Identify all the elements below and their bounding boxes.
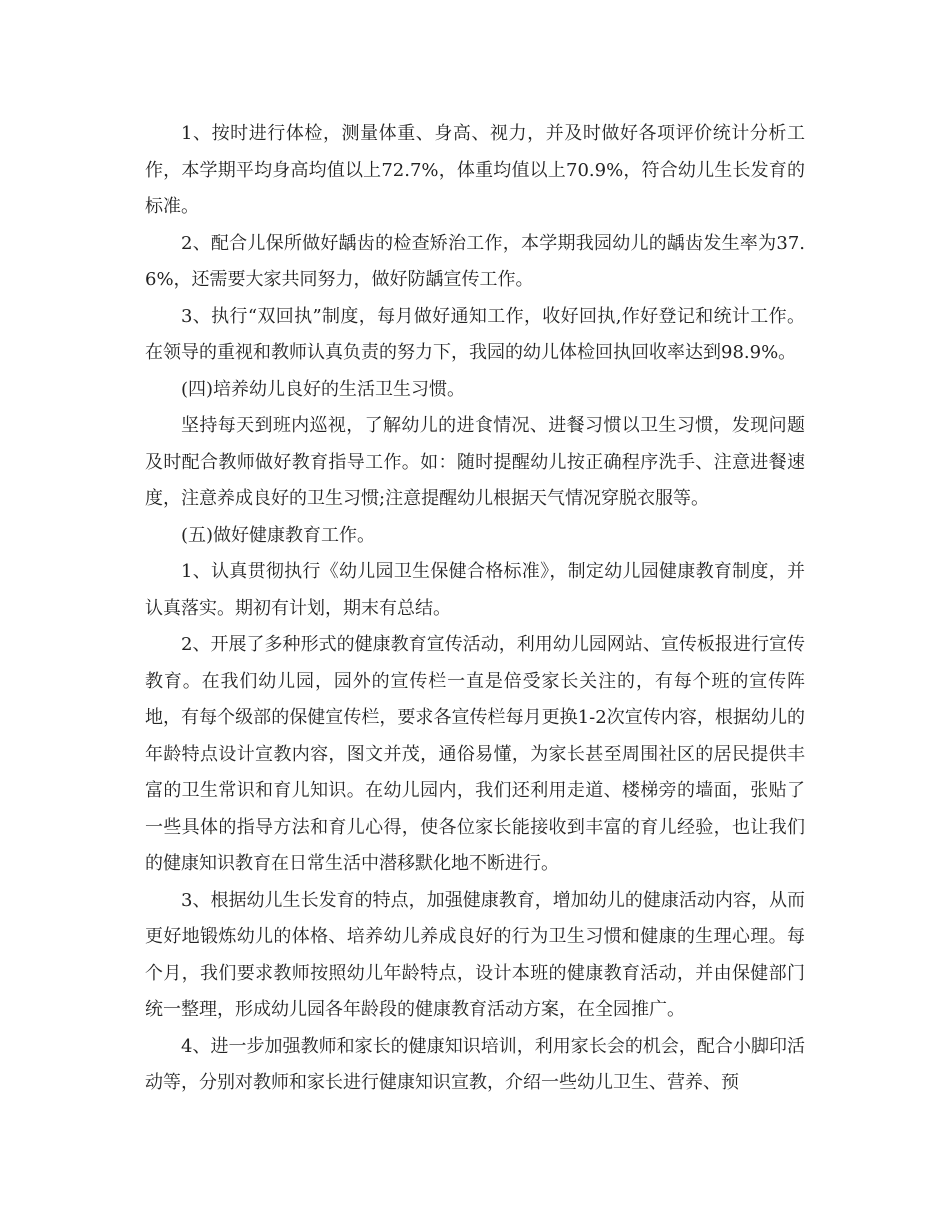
paragraph-double-receipt: 3、执行“双回执”制度，每月做好通知工作，收好回执,作好登记和统计工作。在领导的重视和教师认真负责的努力下，我园的幼儿体检回执回收率达到98.9%。 xyxy=(145,305,805,363)
paragraph-daily-inspection: 坚持每天到班内巡视，了解幼儿的进食情况、进餐习惯以卫生习惯，发现问题及时配合教师做好教育指导工作。如：随时提醒幼儿按正确程序洗手、注意进餐速度，注意养成良好的卫生习惯;注意提醒幼儿根据天气情况穿脱衣服等。 xyxy=(145,415,805,509)
paragraph-publicity: 2、开展了多种形式的健康教育宣传活动，利用幼儿园网站、宣传板报进行宣传教育。在我们幼儿园，园外的宣传栏一直是倍受家长关注的，有每个班的宣传阵地，有每个级部的保健宣传栏，要求各宣传栏每月更换1-2次宣传内容，根据幼儿的年龄特点设计宣教内容，图文并茂，通俗易懂，为家长甚至周围社区的居民提供丰富的卫生常识和育儿知识。在幼儿园内，我们还利用走道、楼梯旁的墙面，张贴了一些具体的指导方法和育儿心得，使各位家长能接收到丰富的育儿经验，也让我们的健康知识教育在日常生活中潜移默化地不断进行。 xyxy=(145,634,805,874)
document-body xyxy=(145,116,805,1102)
paragraph-health-activities: 3、根据幼儿生长发育的特点，加强健康教育，增加幼儿的健康活动内容，从而更好地锻炼幼儿的体格、培养幼儿养成良好的行为卫生习惯和健康的生理心理。每个月，我们要求教师按照幼儿年龄特点，设计本班的健康教育活动，并由保健部门统一整理，形成幼儿园各年龄段的健康教育活动方案，在全园推广。 xyxy=(145,889,805,1020)
paragraph-standards: 1、认真贯彻执行《幼儿园卫生保健合格标准》，制定幼儿园健康教育制度，并认真落实。期初有计划，期末有总结。 xyxy=(145,561,805,619)
paragraph-training: 4、进一步加强教师和家长的健康知识培训，利用家长会的机会，配合小脚印活动等，分别对教师和家长进行健康知识宣教，介绍一些幼儿卫生、营养、预 xyxy=(145,1035,805,1093)
section-heading-hygiene-habits: (四)培养幼儿良好的生活卫生习惯。 xyxy=(181,378,466,400)
section-heading-health-education: (五)做好健康教育工作。 xyxy=(181,524,376,546)
paragraph-dental-caries: 2、配合儿保所做好龋齿的检查矫治工作，本学期我园幼儿的龋齿发生率为37.6%，还需要大家共同努力，做好防龋宣传工作。 xyxy=(145,232,805,290)
paragraph-checkup: 1、按时进行体检，测量体重、身高、视力，并及时做好各项评价统计分析工作，本学期平均身高均值以上72.7%，体重均值以上70.9%，符合幼儿生长发育的标准。 xyxy=(145,123,805,217)
